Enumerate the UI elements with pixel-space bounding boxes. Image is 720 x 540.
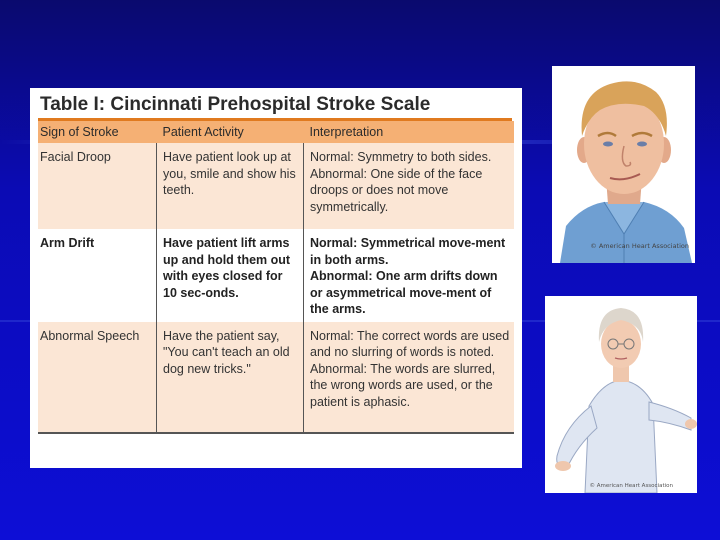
table-title: Table I: Cincinnati Prehospital Stroke Scale bbox=[40, 94, 431, 115]
header-sign-of-stroke: Sign of Stroke bbox=[38, 121, 157, 143]
cell-activity: Have patient look up at you, smile and show his teeth. bbox=[157, 143, 304, 229]
man-portrait-icon bbox=[552, 66, 695, 263]
cell-interpretation bbox=[304, 229, 515, 322]
header-interpretation: Interpretation bbox=[304, 121, 515, 143]
table-frame bbox=[38, 118, 512, 434]
cell-sign: Facial Droop bbox=[38, 143, 157, 229]
cell-sign: Abnormal Speech bbox=[38, 322, 157, 433]
woman-arm-drift-icon bbox=[545, 296, 697, 493]
facial-droop-illustration bbox=[552, 66, 695, 263]
cell-activity: Have patient lift arms up and hold them out with eyes closed for 10 sec-onds. bbox=[157, 229, 304, 322]
stroke-scale-table bbox=[38, 121, 514, 434]
interpretation-normal: Normal: The correct words are used and no slurring of words is noted. bbox=[310, 328, 510, 359]
interpretation-normal: Normal: Symmetrical move-ment in both arms. bbox=[310, 236, 506, 267]
table-row bbox=[38, 143, 514, 229]
interpretation-abnormal: Abnormal: One side of the face droops or does not move symmetrically. bbox=[310, 166, 483, 214]
cell-interpretation bbox=[304, 143, 515, 229]
arm-drift-caption: © American Heart Association bbox=[589, 483, 673, 489]
table-header-row bbox=[38, 121, 514, 143]
interpretation-abnormal: Abnormal: The words are slurred, the wrong words are used, or the patient is aphasic. bbox=[310, 361, 496, 409]
cell-activity: Have the patient say, "You can't teach an old dog new tricks." bbox=[157, 322, 304, 433]
table-row bbox=[38, 229, 514, 322]
header-patient-activity: Patient Activity bbox=[157, 121, 304, 143]
interpretation-abnormal: Abnormal: One arm drifts down or asymmetrical move-ment of the arms. bbox=[310, 269, 498, 316]
cell-interpretation bbox=[304, 322, 515, 433]
cell-sign: Arm Drift bbox=[38, 229, 157, 322]
stroke-scale-table-image bbox=[30, 88, 522, 468]
interpretation-normal: Normal: Symmetry to both sides. bbox=[310, 150, 492, 164]
portrait-caption: © American Heart Association bbox=[590, 242, 689, 250]
arm-drift-illustration bbox=[545, 296, 697, 493]
table-row bbox=[38, 322, 514, 433]
